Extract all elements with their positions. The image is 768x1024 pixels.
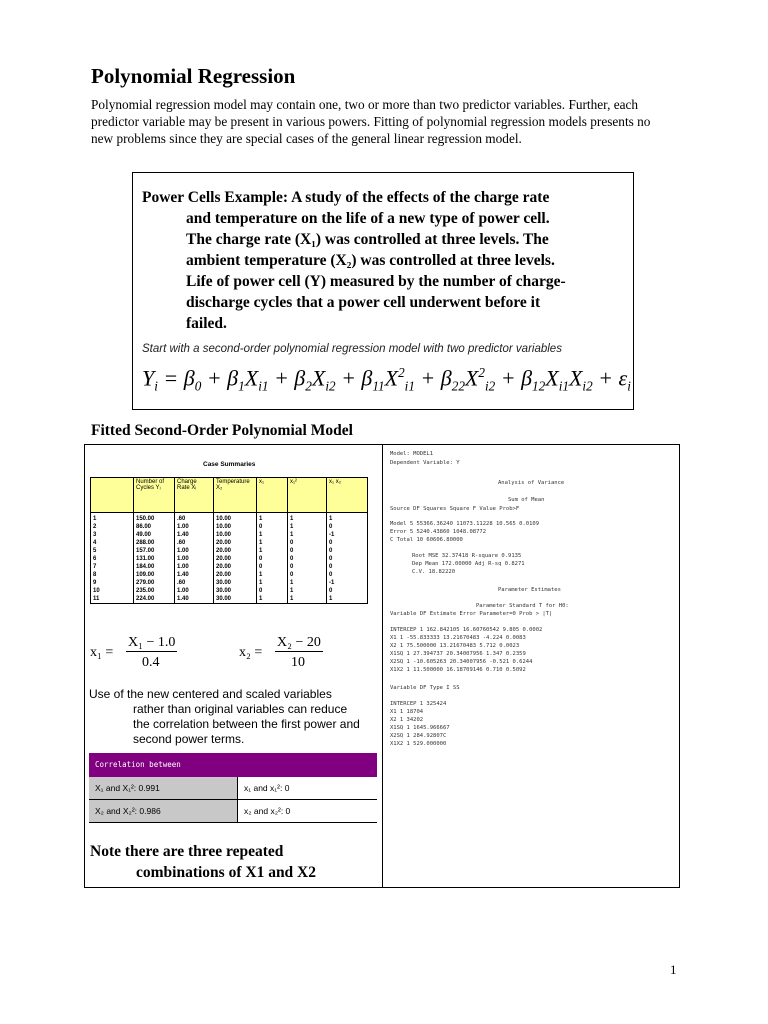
cell: 1 bbox=[257, 579, 288, 587]
model-equation: $Y_i = \beta_0 + \beta_1X_{i1} + \beta_2X_{i2} + \beta_{11}X^2_{i1} + \beta_{22}X^2_{i2} + \beta_{12}X_{i1}X_{i2} + \varepsilon_i$ bbox=[142, 365, 631, 394]
sas-line: Model: MODEL1 bbox=[390, 451, 434, 457]
cell: 0 bbox=[288, 547, 327, 555]
sas-line: X1SQ 1 1645.966667 bbox=[390, 725, 450, 731]
cell: 10.00 bbox=[214, 513, 257, 524]
cell: 1.40 bbox=[175, 531, 214, 539]
sas-line: X2SQ 1 -10.605263 20.34007956 -0.521 0.6244 bbox=[390, 659, 533, 665]
example-line-7: failed. bbox=[186, 315, 227, 332]
col-header: Charge Rate Xᵢ bbox=[175, 478, 214, 513]
cell: 1 bbox=[288, 587, 327, 595]
cell: 1.00 bbox=[175, 523, 214, 531]
cell: 4 bbox=[91, 539, 134, 547]
centered-note-line-4: second power terms. bbox=[133, 732, 245, 746]
formula-x1-denominator: 0.4 bbox=[142, 655, 160, 670]
cell: 30.00 bbox=[214, 579, 257, 587]
table-row bbox=[91, 531, 368, 539]
cell: 224.00 bbox=[134, 595, 175, 604]
cell: 0 bbox=[327, 571, 368, 579]
table-row bbox=[91, 595, 368, 604]
col-header: Number of Cycles Yᵢ bbox=[134, 478, 175, 513]
correlation-table bbox=[89, 777, 377, 823]
cell: 20.00 bbox=[214, 539, 257, 547]
cell: 11 bbox=[91, 595, 134, 604]
case-summaries-table bbox=[90, 477, 368, 604]
page-title: Polynomial Regression bbox=[91, 64, 296, 88]
cell: 1.40 bbox=[175, 595, 214, 604]
table-row bbox=[91, 579, 368, 587]
cell: 1 bbox=[327, 595, 368, 604]
cell: 0 bbox=[257, 563, 288, 571]
cell: 1 bbox=[91, 513, 134, 524]
cell: 1.00 bbox=[175, 547, 214, 555]
cell: 0 bbox=[327, 563, 368, 571]
cell: 0 bbox=[257, 555, 288, 563]
cell: 1 bbox=[257, 547, 288, 555]
cell: 3 bbox=[91, 531, 134, 539]
panel-divider bbox=[382, 445, 383, 887]
cell: 184.00 bbox=[134, 563, 175, 571]
example-line-5: Life of power cell (Y) measured by the number of charge- bbox=[186, 273, 566, 290]
sas-line: X1 1 -55.833333 13.21670483 -4.224 0.0083 bbox=[390, 635, 526, 641]
table-row bbox=[91, 547, 368, 555]
cell: 1 bbox=[327, 513, 368, 524]
cell: 1 bbox=[288, 513, 327, 524]
col-header: x₁ x₂ bbox=[327, 478, 368, 513]
cell: 7 bbox=[91, 563, 134, 571]
cell: 288.00 bbox=[134, 539, 175, 547]
table-row bbox=[91, 563, 368, 571]
cell: 6 bbox=[91, 555, 134, 563]
cell: 1 bbox=[257, 513, 288, 524]
sas-line: Variable DF Type I SS bbox=[390, 685, 460, 691]
cell: 279.00 bbox=[134, 579, 175, 587]
table-row bbox=[91, 555, 368, 563]
sas-line: X2 1 75.500000 13.21670483 5.712 0.0023 bbox=[390, 643, 520, 649]
cell: 0 bbox=[257, 587, 288, 595]
sas-line: Variable DF Estimate Error Parameter=0 Prob > |T| bbox=[390, 611, 553, 617]
cell: 1.00 bbox=[175, 563, 214, 571]
correlation-header: Correlation between bbox=[89, 753, 377, 777]
cell: 10.00 bbox=[214, 523, 257, 531]
cell: 10.00 bbox=[214, 531, 257, 539]
cell: 1 bbox=[288, 531, 327, 539]
table-row bbox=[91, 571, 368, 579]
cell: x₁ and x₁²: 0 bbox=[238, 777, 378, 800]
cell: 30.00 bbox=[214, 587, 257, 595]
cell: X₁ and X₁²: 0.991 bbox=[89, 777, 238, 800]
sas-line: Sum of Mean bbox=[508, 497, 545, 503]
table-row bbox=[89, 800, 377, 823]
sas-line: X2SQ 1 284.92807C bbox=[390, 733, 447, 739]
centered-note-line-2: rather than original variables can reduce bbox=[133, 702, 348, 716]
sas-line: Error 5 5240.43860 1048.08772 bbox=[390, 529, 487, 535]
table-row bbox=[89, 777, 377, 800]
cell: 0 bbox=[288, 555, 327, 563]
cell: 235.00 bbox=[134, 587, 175, 595]
cell: -1 bbox=[327, 579, 368, 587]
cell: 0 bbox=[327, 547, 368, 555]
table-row bbox=[91, 513, 368, 524]
sas-line: X1X2 1 529.000000 bbox=[390, 741, 447, 747]
sas-line: Parameter Estimates bbox=[498, 587, 561, 593]
cell: 20.00 bbox=[214, 555, 257, 563]
cell: 10 bbox=[91, 587, 134, 595]
sas-line: Parameter Standard T for H0: bbox=[476, 603, 569, 609]
formula-x2-denominator: 10 bbox=[291, 655, 305, 670]
table-header-row bbox=[91, 478, 368, 513]
table-row bbox=[91, 587, 368, 595]
col-header: x₁ bbox=[257, 478, 288, 513]
centered-note-line-1: Use of the new centered and scaled variables bbox=[89, 687, 332, 701]
fitted-model-panel bbox=[84, 444, 680, 888]
cell: 1 bbox=[257, 571, 288, 579]
cell: 0 bbox=[257, 523, 288, 531]
case-summaries-title: Case Summaries bbox=[203, 461, 256, 468]
cell: 2 bbox=[91, 523, 134, 531]
cell: 8 bbox=[91, 571, 134, 579]
example-line-1: Power Cells Example: A study of the effects of the charge rate bbox=[142, 189, 550, 206]
sas-line: C.V. 18.82220 bbox=[412, 569, 456, 575]
sas-line: Root MSE 32.37418 R-square 0.9135 bbox=[412, 553, 522, 559]
sas-line: INTERCEP 1 162.842105 16.60760542 9.805 0.0002 bbox=[390, 627, 543, 633]
centered-note-line-3: the correlation between the first power and bbox=[133, 717, 360, 731]
cell: 131.00 bbox=[134, 555, 175, 563]
cell: 1 bbox=[257, 595, 288, 604]
cell: 1 bbox=[288, 595, 327, 604]
cell: 1 bbox=[257, 539, 288, 547]
cell: 0 bbox=[327, 523, 368, 531]
cell: 150.00 bbox=[134, 513, 175, 524]
cell: 0 bbox=[288, 539, 327, 547]
formula-x2-lhs: x₂ = bbox=[239, 645, 263, 660]
cell: x₂ and x₂²: 0 bbox=[238, 800, 378, 823]
cell: 20.00 bbox=[214, 571, 257, 579]
cell: 1.00 bbox=[175, 555, 214, 563]
sas-line: X1 1 18704 bbox=[390, 709, 424, 715]
repeated-combinations-note bbox=[90, 841, 316, 883]
sas-line: X1SQ 1 27.394737 20.34007956 1.347 0.2359 bbox=[390, 651, 526, 657]
cell: 0 bbox=[327, 587, 368, 595]
sas-line: Analysis of Variance bbox=[498, 480, 565, 486]
col-header: x₁² bbox=[288, 478, 327, 513]
sas-line: X1X2 1 11.500000 16.18709146 0.710 0.5092 bbox=[390, 667, 526, 673]
col-header bbox=[91, 478, 134, 513]
formula-x1-lhs: x₁ = bbox=[90, 645, 114, 660]
sas-line: Dependent Variable: Y bbox=[390, 460, 460, 466]
cell: 1 bbox=[257, 531, 288, 539]
centered-variables-note bbox=[89, 687, 374, 747]
cell: 157.00 bbox=[134, 547, 175, 555]
cell: .60 bbox=[175, 513, 214, 524]
formula-x2 bbox=[239, 635, 369, 675]
table-row bbox=[91, 539, 368, 547]
cell: 20.00 bbox=[214, 547, 257, 555]
cell: 30.00 bbox=[214, 595, 257, 604]
cell: -1 bbox=[327, 531, 368, 539]
cell: 1 bbox=[288, 523, 327, 531]
col-header: Temperature X₂ bbox=[214, 478, 257, 513]
page-number: 1 bbox=[670, 962, 677, 977]
example-line-4: ambient temperature (X₂) was controlled at three levels. bbox=[186, 252, 555, 269]
sas-line: Source DF Squares Square F Value Prob>F bbox=[390, 506, 520, 512]
example-line-3: The charge rate (X₁) was controlled at three levels. The bbox=[186, 231, 549, 248]
cell: 86.00 bbox=[134, 523, 175, 531]
cell: 20.00 bbox=[214, 563, 257, 571]
formula-x1-numerator: X₁ − 1.0 bbox=[128, 635, 176, 650]
sas-line: INTERCEP 1 325424 bbox=[390, 701, 447, 707]
cell: 0 bbox=[288, 563, 327, 571]
cell: X₂ and X₂²: 0.986 bbox=[89, 800, 238, 823]
cell: 9 bbox=[91, 579, 134, 587]
cell: 0 bbox=[327, 555, 368, 563]
cell: 109.00 bbox=[134, 571, 175, 579]
cell: 1 bbox=[288, 579, 327, 587]
cell: 1.40 bbox=[175, 571, 214, 579]
cell: .60 bbox=[175, 539, 214, 547]
cell: 49.00 bbox=[134, 531, 175, 539]
sas-line: Model 5 55366.36240 11073.11228 10.565 0.0109 bbox=[390, 521, 540, 527]
example-line-2: and temperature on the life of a new type of power cell. bbox=[186, 210, 550, 227]
cell: 0 bbox=[288, 571, 327, 579]
intro-paragraph: Polynomial regression model may contain one, two or more than two predictor variables. Further, each predictor variable may be present in various powers. Fitting of polynomial regression models presents no new problems since they are special cases of the general linear regression model. bbox=[91, 97, 651, 146]
example-description bbox=[142, 187, 622, 334]
cell: 0 bbox=[327, 539, 368, 547]
sas-line: X2 1 34202 bbox=[390, 717, 424, 723]
sas-line: Dep Mean 172.00000 Adj R-sq 0.8271 bbox=[412, 561, 525, 567]
formula-x2-numerator: X₂ − 20 bbox=[277, 635, 321, 650]
repeat-note-line-1: Note there are three repeated bbox=[90, 843, 284, 860]
cell: 1.00 bbox=[175, 587, 214, 595]
formula-x1 bbox=[90, 635, 210, 675]
sas-line: C Total 10 60606.80000 bbox=[390, 537, 463, 543]
cell: .60 bbox=[175, 579, 214, 587]
example-line-6: discharge cycles that a power cell underwent before it bbox=[186, 294, 541, 311]
table-row bbox=[91, 523, 368, 531]
example-box bbox=[132, 172, 634, 410]
cell: 5 bbox=[91, 547, 134, 555]
example-note: Start with a second-order polynomial regression model with two predictor variables bbox=[142, 343, 562, 355]
fitted-model-title: Fitted Second-Order Polynomial Model bbox=[91, 422, 353, 439]
repeat-note-line-2: combinations of X1 and X2 bbox=[136, 864, 316, 881]
